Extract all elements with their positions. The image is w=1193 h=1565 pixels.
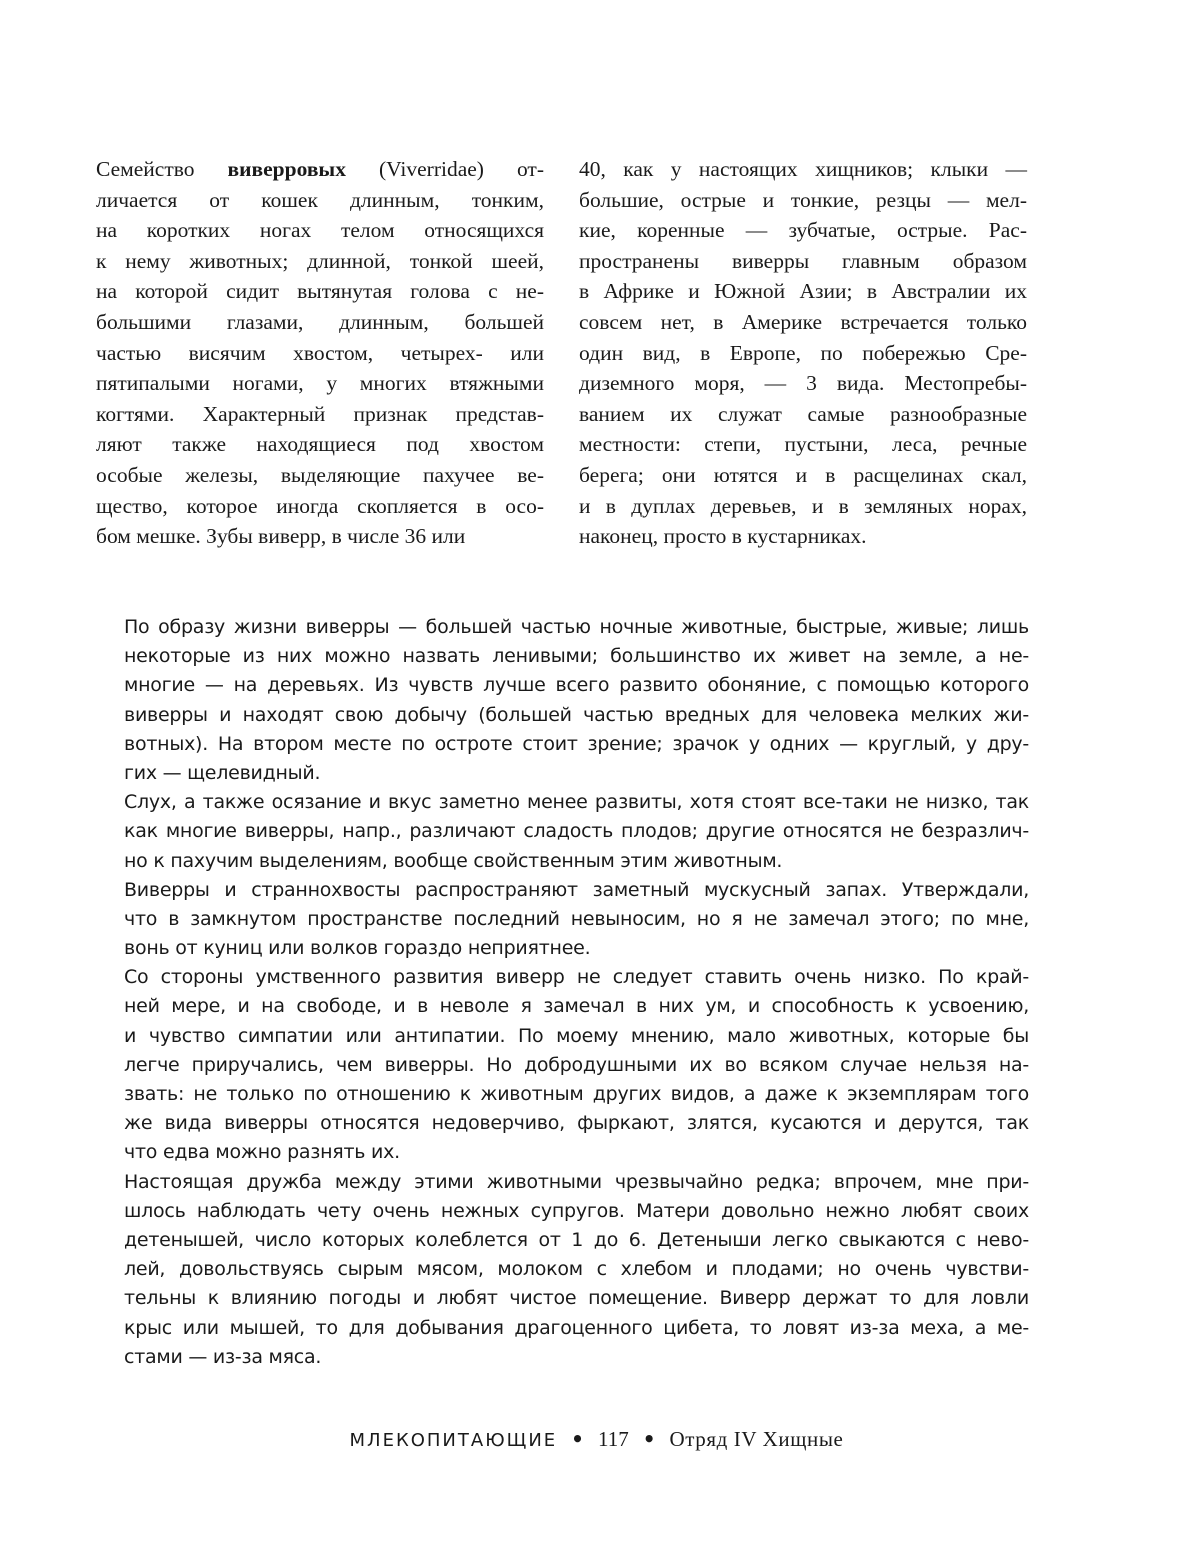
right-column-line: кие, коренные — зубчатые, острые. Рас- [579,218,1027,243]
right-column-line: 40, как у настоящих хищников; клыки — [579,157,1027,181]
left-column-line: пятипалыми ногами, у многих втяжными [96,371,544,396]
right-column-line: наконец, просто в кустарниках. [579,524,867,549]
footer-section-title: МЛЕКОПИТАЮЩИЕ [349,1430,558,1451]
left-column-line: частью висячим хвостом, четырех- или [96,340,544,365]
right-column-line: совсем нет, в Америке встречается только [579,309,1027,334]
bold-term: виверровых [227,157,346,181]
left-column-line: щество, которое иногда скопляется в осо- [96,493,544,518]
paragraph [124,1168,1029,1372]
running-footer [0,1424,1193,1456]
left-column-line: Семейство виверровых (Viverridae) от- [96,157,544,181]
paragraph-line: Со стороны умственного развития виверр не следует ставить очень низко. По край- [124,966,1029,989]
paragraph-line: же вида виверры относятся недоверчиво, фыркают, злятся, кусаются и дерутся, так [124,1112,1029,1135]
paragraph-line: Настоящая дружба между этими животными чрезвычайно редка; впрочем, мне при- [124,1170,1029,1193]
left-column-line: особые железы, выделяющие пахучее ве- [96,462,544,487]
paragraph [124,788,1029,876]
paragraph-line: звать: не только по отношению к животным других видов, а даже к экземплярам того [124,1083,1029,1105]
intro-right-column [579,154,1027,552]
paragraph-line: что едва можно разнять их. [124,1141,400,1164]
footer-separator: • [642,1427,656,1451]
paragraph [124,963,1029,1167]
paragraph-line: шлось наблюдать чету очень нежных супругов. Матери довольно нежно любят своих [124,1199,1029,1222]
left-column-line: большими глазами, длинным, большей [96,309,544,334]
right-column-line: и в дуплах деревьев, и в земляных норах, [579,493,1027,518]
right-column-line: пространены виверры главным образом [579,248,1027,273]
paragraph-line: тельны к влиянию погоды и любят чистое помещение. Виверр держат то для ловли [124,1287,1029,1310]
paragraph-line: Слух, а также осязание и вкус заметно менее развиты, хотя стоят все-таки не низко, так [124,791,1029,814]
paragraph-line: крыс или мышей, то для добывания драгоценного цибета, то ловят из-за меха, а ме- [124,1316,1029,1339]
paragraph-line: но к пахучим выделениям, вообще свойственным этим животным. [124,849,783,872]
intro-left-column [96,154,544,552]
left-column-line: на которой сидит вытянутая голова с не- [96,279,544,304]
paragraph-line: и чувство симпатии или антипатии. По моему мнению, мало животных, которые бы [124,1024,1029,1047]
right-column-line: диземного моря, — 3 вида. Местопребы- [579,371,1027,396]
paragraph-line: стами — из-за мяса. [124,1345,322,1368]
paragraph-line: детенышей, число которых колеблется от 1 до 6. Детеныши легко свыкаются с нево- [124,1228,1029,1251]
main-text-block [124,613,1029,1372]
paragraph [124,876,1029,964]
footer-chapter-title: Отряд IV Хищные [669,1427,844,1451]
paragraph-line: Виверры и страннохвосты распространяют заметный мускусный запах. Утверждали, [124,878,1029,901]
paragraph-line: ней мере, и на свободе, и в неволе я замечал в них ум, и способность к усвоению, [124,995,1029,1018]
left-column-line: ляют также находящиеся под хвостом [96,432,544,457]
paragraph-line: По образу жизни виверры — большей частью ночные животные, быстрые, живые; лишь [124,616,1029,638]
paragraph-line: многие — на деревьях. Из чувств лучше всего развито обоняние, с помощью которого [124,674,1029,697]
paragraph-line: некоторые из них можно назвать ленивыми; большинство их живет на земле, а не- [124,645,1029,668]
left-column-line: личается от кошек длинным, тонким, [96,187,544,212]
right-column-line: в Африке и Южной Азии; в Австралии их [579,279,1027,304]
paragraph-line: вотных). На втором месте по остроте стоит зрение; зрачок у одних — круглый, у дру- [124,732,1029,755]
left-column-line: когтями. Характерный признак представ- [96,401,544,426]
right-column-line: ванием их служат самые разнообразные [579,401,1027,426]
paragraph-line: легче приручались, чем виверры. Но добродушными их во всяком случае нельзя на- [124,1053,1029,1076]
left-column-line: на коротких ногах телом относящихся [96,218,544,243]
left-column-line: бом мешке. Зубы виверр, в числе 36 или [96,524,466,549]
right-column-line: один вид, в Европе, по побережью Сре- [579,340,1027,365]
right-column-line: местности: степи, пустыни, леса, речные [579,432,1027,457]
footer-separator: • [571,1427,584,1451]
left-column-line: к нему животных; длинной, тонкой шеей, [96,248,544,273]
paragraph [124,613,1029,788]
paragraph-line: виверры и находят свою добычу (большей частью вредных для человека мелких жи- [124,703,1029,726]
paragraph-line: гих — щелевидный. [124,761,321,784]
right-column-line: большие, острые и тонкие, резцы — мел- [579,187,1027,212]
paragraph-line: как многие виверры, напр., различают сладость плодов; другие относятся не безразлич- [124,820,1029,843]
right-column-line: берега; они ютятся и в расщелинах скал, [579,462,1027,487]
paragraph-line: лей, довольствуясь сырым мясом, молоком с хлебом и плодами; но очень чувстви- [124,1258,1029,1281]
page-number: 117 [597,1427,629,1451]
paragraph-line: что в замкнутом пространстве последний невыносим, но я не замечал этого; по мне, [124,907,1029,930]
paragraph-line: вонь от куниц или волков гораздо неприятнее. [124,937,591,960]
